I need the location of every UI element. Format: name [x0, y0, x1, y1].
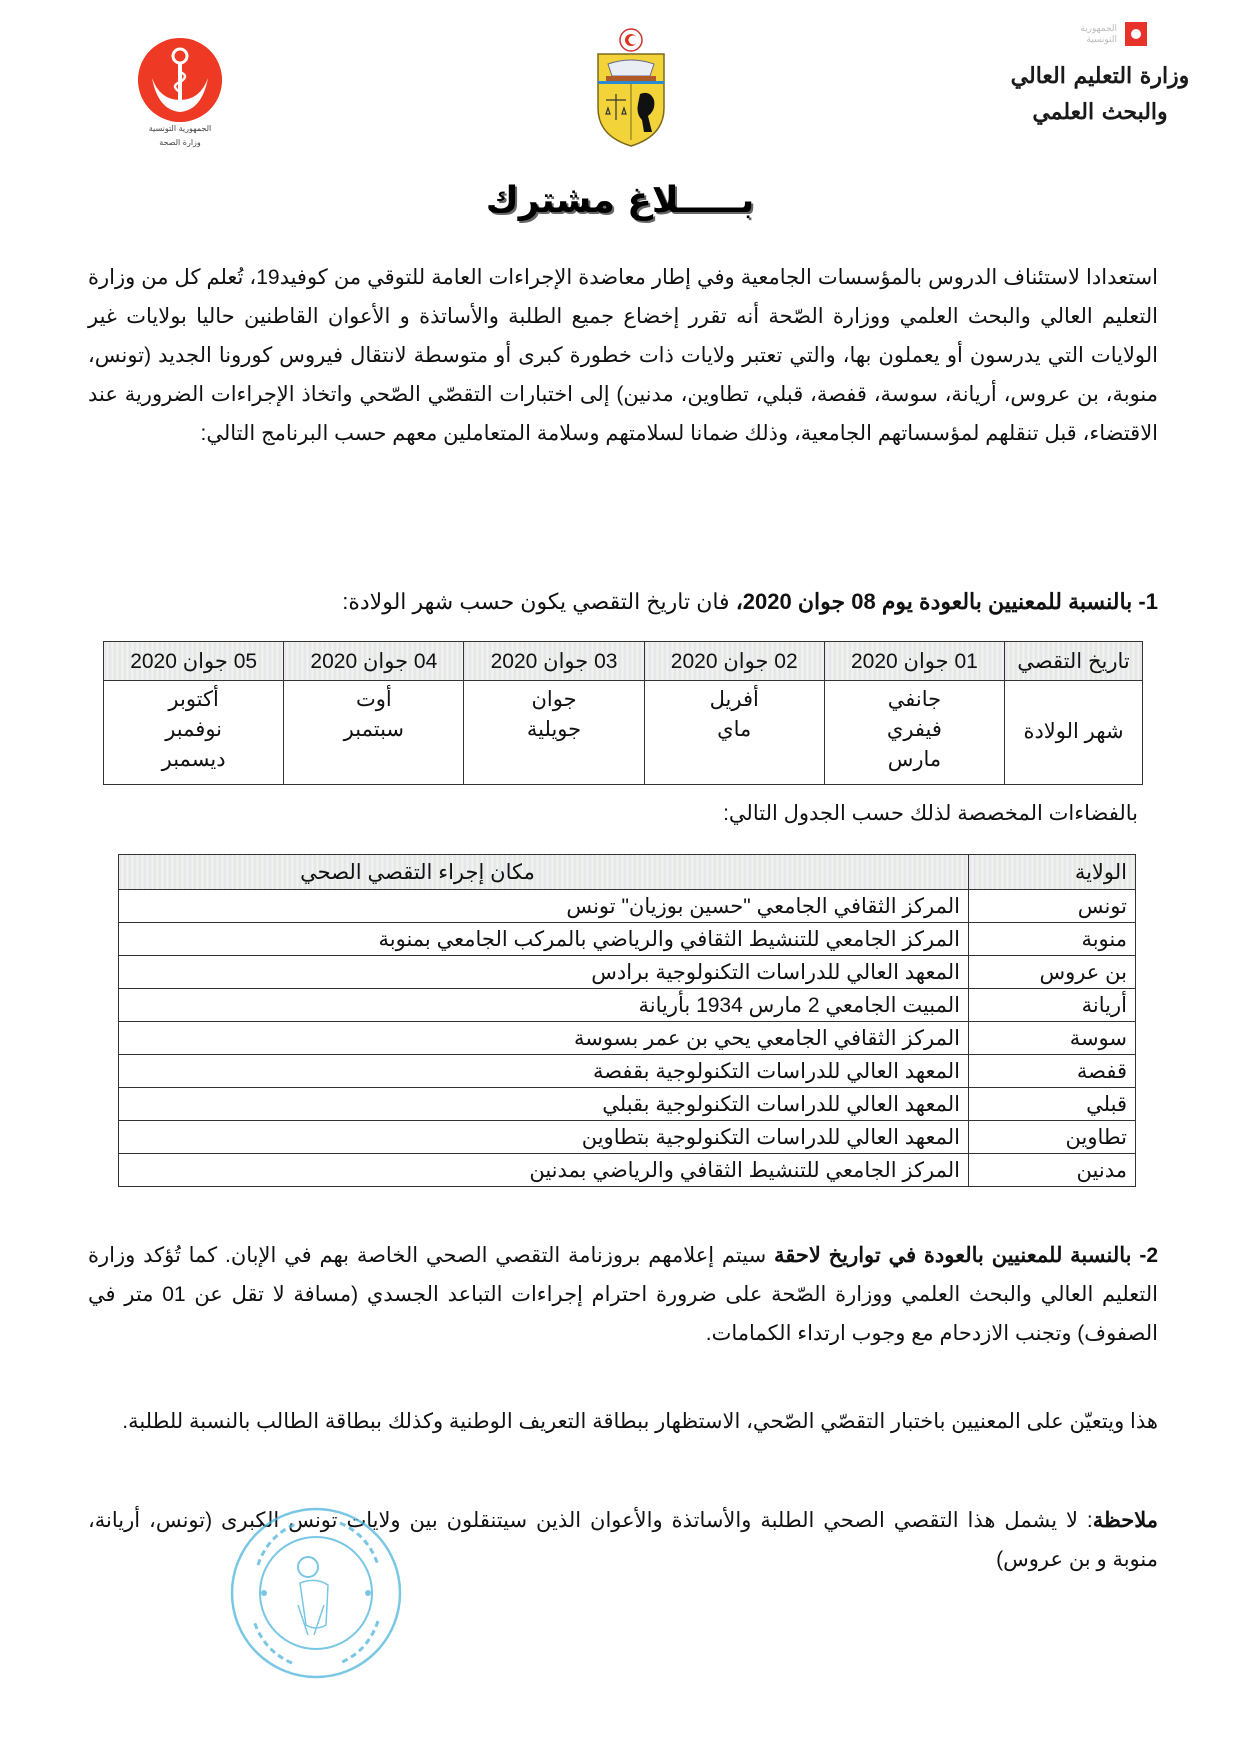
birth-month: جانفي: [887, 688, 942, 711]
table-row: [119, 890, 1136, 923]
document-title: بـــــلاغ مشترك: [485, 180, 755, 221]
screening-schedule-table: [103, 641, 1143, 785]
schedule-months-cell: [644, 681, 824, 785]
ministry-name-line2: والبحث العلمي: [1032, 99, 1168, 125]
schedule-date: 01 جوان 2020: [824, 642, 1004, 681]
health-logo-caption-1: الجمهورية التونسية: [148, 124, 212, 133]
schedule-date: 02 جوان 2020: [644, 642, 824, 681]
governorate-cell: تونس: [969, 890, 1136, 923]
place-cell: المعهد العالي للدراسات التكنولوجية بقفصة: [119, 1055, 969, 1088]
birth-month: مارس: [887, 748, 942, 771]
governorate-cell: قفصة: [969, 1055, 1136, 1088]
birth-month: أفريل: [709, 688, 759, 711]
schedule-header-row: [104, 642, 1143, 681]
republic-label-line1: الجمهورية: [1080, 24, 1117, 34]
table-row: [119, 1154, 1136, 1187]
screening-venues-table: [118, 854, 1136, 1187]
tunisia-coat-of-arms-icon: [590, 28, 672, 148]
note-label: ملاحظة: [1092, 1509, 1158, 1532]
governorate-cell: مدنين: [969, 1154, 1136, 1187]
section-2-paragraph: [88, 1236, 1158, 1353]
table-row: [119, 989, 1136, 1022]
birth-month: نوفمبر: [165, 718, 223, 741]
governorate-cell: سوسة: [969, 1022, 1136, 1055]
table-row: [119, 1121, 1136, 1154]
schedule-date: 04 جوان 2020: [284, 642, 464, 681]
schedule-row-label: شهر الولادة: [1005, 681, 1143, 785]
section-2-text: سيتم إعلامهم بروزنامة التقصي الصحي الخاصة بهم في الإبان.: [225, 1244, 774, 1267]
anchor-crescent-icon: [138, 38, 222, 122]
governorate-cell: تطاوين: [969, 1121, 1136, 1154]
birth-month: أكتوبر: [168, 688, 219, 711]
table-row: [119, 923, 1136, 956]
section-1-bold: 1- بالنسبة للمعنيين بالعودة يوم 08 جوان 2020،: [735, 589, 1158, 614]
governorate-cell: منوبة: [969, 923, 1136, 956]
note-text: : لا يشمل هذا التقصي الصحي الطلبة والأساتذة والأعوان الذين سيتنقلون بين ولايات تونس الكبرى (تونس، أريانة، منوبة و بن عروس): [88, 1509, 1158, 1571]
table-row: [119, 1022, 1136, 1055]
place-cell: المركز الثقافي الجامعي "حسين بوزيان" تونس: [119, 890, 969, 923]
birth-month: جوان: [531, 688, 577, 711]
distancing-text: كما تُؤكد وزارة التعليم العالي والبحث العلمي ووزارة الصّحة على ضرورة احترام إجراءات التباعد الجسدي (مسافة لا تقل عن 01 متر في الصفوف) وتجنب الازدحام مع وجوب ارتداء الكمامات.: [88, 1244, 1158, 1345]
place-cell: المركز الجامعي للتنشيط الثقافي والرياضي بمدنين: [119, 1154, 969, 1187]
governorate-cell: بن عروس: [969, 956, 1136, 989]
table-row: [119, 1088, 1136, 1121]
schedule-months-cell: [464, 681, 644, 785]
place-cell: المركز الجامعي للتنشيط الثقافي والرياضي بالمركب الجامعي بمنوبة: [119, 923, 969, 956]
health-logo-caption-2: وزارة الصحة: [159, 138, 201, 147]
schedule-months-cell: [104, 681, 284, 785]
place-cell: المعهد العالي للدراسات التكنولوجية برادس: [119, 956, 969, 989]
place-cell: المعهد العالي للدراسات التكنولوجية بتطاوين: [119, 1121, 969, 1154]
place-cell: المعهد العالي للدراسات التكنولوجية بقبلي: [119, 1088, 969, 1121]
venues-header-governorate: الولاية: [969, 855, 1136, 890]
schedule-date: 05 جوان 2020: [104, 642, 284, 681]
republic-label-line2: التونسية: [1086, 35, 1117, 45]
birth-month: أوت: [355, 688, 392, 711]
venues-header-row: [119, 855, 1136, 890]
health-ministry-logo: [130, 38, 230, 150]
official-stamp-icon: [228, 1505, 404, 1681]
table-row: [119, 1055, 1136, 1088]
section-1-heading: [88, 582, 1158, 621]
venues-intro: بالفضاءات المخصصة لذلك حسب الجدول التالي:: [723, 802, 1138, 825]
birth-month: سبتمبر: [343, 718, 405, 741]
schedule-months-cell: [824, 681, 1004, 785]
place-cell: المركز الثقافي الجامعي يحي بن عمر بسوسة: [119, 1022, 969, 1055]
ministry-name-line1: وزارة التعليم العالي: [1010, 63, 1190, 89]
birth-month: جويلية: [526, 718, 582, 741]
schedule-header-label: تاريخ التقصي: [1005, 642, 1143, 681]
republic-label: [1080, 24, 1117, 46]
tunisia-flag-icon: [1125, 22, 1147, 46]
birth-month: ديسمبر: [161, 748, 226, 771]
governorate-cell: قبلي: [969, 1088, 1136, 1121]
governorate-cell: أريانة: [969, 989, 1136, 1022]
schedule-date: 03 جوان 2020: [464, 642, 644, 681]
section-1-text: فان تاريخ التقصي يكون حسب شهر الولادة:: [342, 589, 736, 614]
birth-month: فيفري: [886, 718, 942, 741]
venues-header-place: مكان إجراء التقصي الصحي: [119, 855, 969, 890]
section-2-bold: 2- بالنسبة للمعنيين بالعودة في تواريخ لاحقة: [774, 1244, 1158, 1267]
schedule-months-cell: [284, 681, 464, 785]
birth-month: ماي: [717, 718, 752, 741]
id-requirement-paragraph: هذا ويتعيّن على المعنيين باختبار التقصّي الصّحي، الاستظهار ببطاقة التعريف الوطنية وكذلك ببطاقة الطالب بالنسبة للطلبة.: [122, 1410, 1158, 1433]
intro-paragraph: استعدادا لاستئناف الدروس بالمؤسسات الجامعية وفي إطار معاضدة الإجراءات العامة للتوقي من كوفيد19، تُعلم كل من وزارة التعليم العالي والبحث العلمي ووزارة الصّحة أنه تقرر إخضاع جميع الطلبة والأساتذة و الأعوان القاطنين حاليا بولايات غير الولايات التي يدرسون أو يعملون بها، والتي تعتبر ولايات ذات خطورة كبرى أو متوسطة لانتقال فيروس كورونا الجديد (تونس، منوبة، بن عروس، أريانة، سوسة، قفصة، قبلي، تطاوين، مدنين) إلى اختبارات التقصّي الصّحي واتخاذ الإجراءات الضرورية عند الاقتضاء، قبل تنقلهم لمؤسساتهم الجامعية، وذلك ضمانا لسلامتهم وسلامة المتعاملين معهم حسب البرنامج التالي:: [88, 266, 1158, 445]
ministry-name: [1005, 58, 1195, 130]
place-cell: المبيت الجامعي 2 مارس 1934 بأريانة: [119, 989, 969, 1022]
schedule-months-row: [104, 681, 1143, 785]
table-row: [119, 956, 1136, 989]
